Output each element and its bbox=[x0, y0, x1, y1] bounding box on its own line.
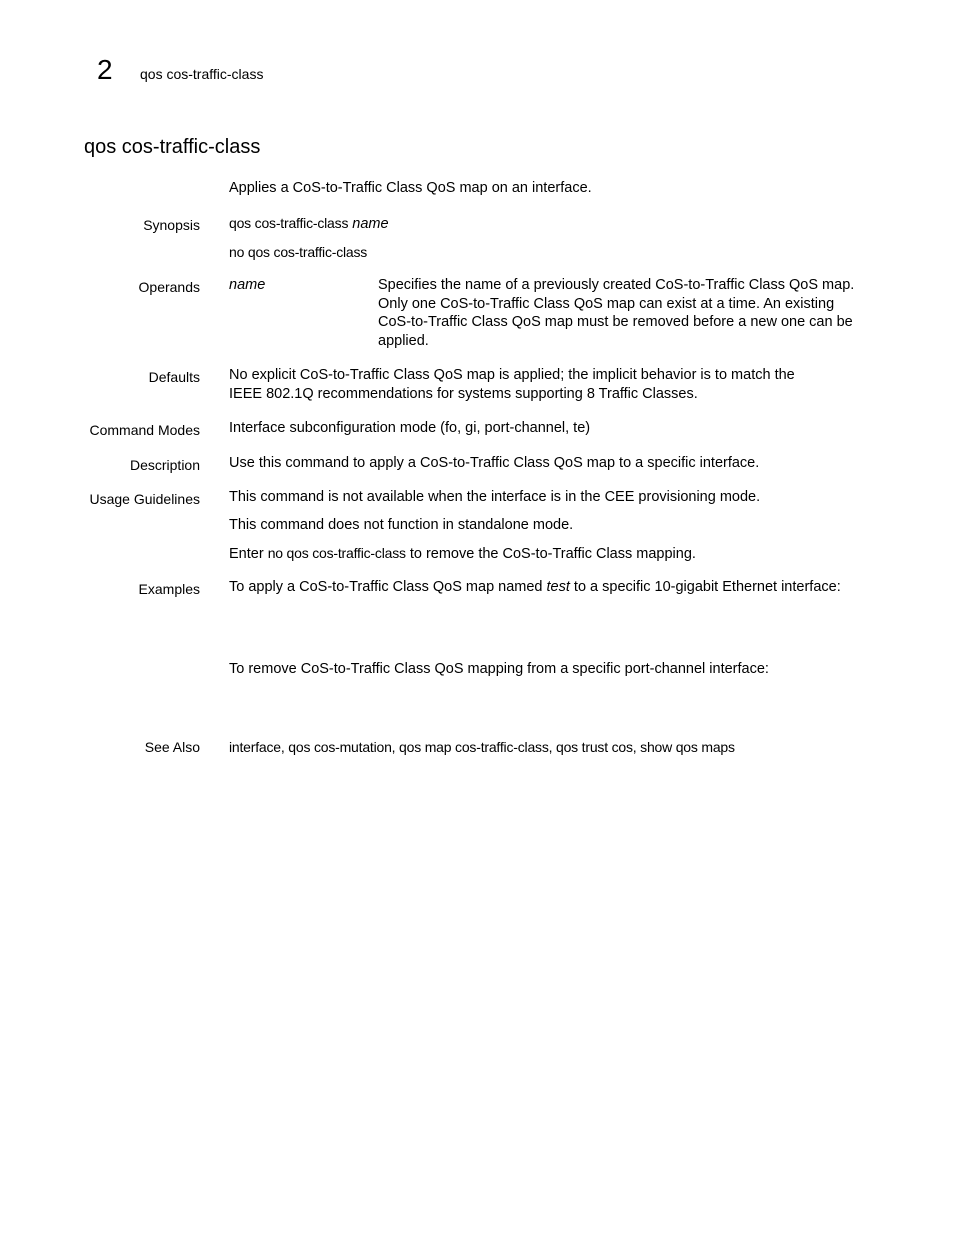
chapter-number: 2 bbox=[97, 54, 113, 85]
usage-guideline-2: This command does not function in standalone mode. bbox=[229, 517, 574, 533]
synopsis-line-1 bbox=[229, 214, 869, 234]
description-text: Use this command to apply a CoS-to-Traffic Class QoS map to a specific interface. bbox=[229, 455, 760, 471]
example-1-text bbox=[229, 578, 869, 597]
defaults-label: Defaults bbox=[148, 369, 200, 385]
synopsis-label: Synopsis bbox=[143, 217, 200, 233]
operand-name: name bbox=[229, 277, 266, 293]
defaults-text: No explicit CoS-to-Traffic Class QoS map is applied; the implicit behavior is to match the IEEE 802.1Q recommendations for systems supporting 8 Traffic Classes. bbox=[229, 367, 795, 402]
command-modes-label: Command Modes bbox=[89, 422, 200, 438]
usage-guideline-3 bbox=[229, 544, 869, 564]
example-1-suffix: to a specific 10-gigabit Ethernet interface: bbox=[569, 579, 841, 595]
intro-text: Applies a CoS-to-Traffic Class QoS map on an interface. bbox=[229, 180, 592, 196]
command-modes-text: Interface subconfiguration mode (fo, gi, port-channel, te) bbox=[229, 420, 591, 436]
operands-label: Operands bbox=[138, 279, 200, 295]
running-header: qos cos-traffic-class bbox=[140, 66, 264, 82]
usage-guideline-3-prefix: Enter bbox=[229, 546, 268, 562]
synopsis-no-command: no qos cos-traffic-class bbox=[229, 244, 368, 260]
see-also-label: See Also bbox=[144, 739, 200, 755]
synopsis-argument: name bbox=[352, 216, 389, 232]
synopsis-command: qos cos-traffic-class bbox=[229, 215, 349, 231]
examples-label: Examples bbox=[138, 581, 200, 597]
example-1-prefix: To apply a CoS-to-Traffic Class QoS map named bbox=[229, 579, 547, 595]
example-1-map-name: test bbox=[546, 579, 570, 595]
page-title: qos cos-traffic-class bbox=[84, 136, 261, 158]
see-also-links[interactable]: interface, qos cos-mutation, qos map cos-traffic-class, qos trust cos, show qos maps bbox=[229, 739, 735, 755]
usage-guidelines-label: Usage Guidelines bbox=[89, 491, 200, 507]
usage-guideline-3-suffix: to remove the CoS-to-Traffic Class mapping. bbox=[405, 546, 696, 562]
usage-guideline-1: This command is not available when the interface is in the CEE provisioning mode. bbox=[229, 489, 761, 505]
example-2-text: To remove CoS-to-Traffic Class QoS mapping from a specific port-channel interface: bbox=[229, 661, 769, 677]
operand-description: Specifies the name of a previously created CoS-to-Traffic Class QoS map. Only one CoS-to-Traffic Class QoS map can exist at a time. An existing CoS-to-Traffic Class QoS map must be removed before a new one can be applied. bbox=[378, 277, 855, 350]
usage-guideline-3-command: no qos cos-traffic-class bbox=[267, 545, 406, 561]
synopsis-line-2 bbox=[229, 243, 869, 263]
description-label: Description bbox=[129, 457, 200, 473]
